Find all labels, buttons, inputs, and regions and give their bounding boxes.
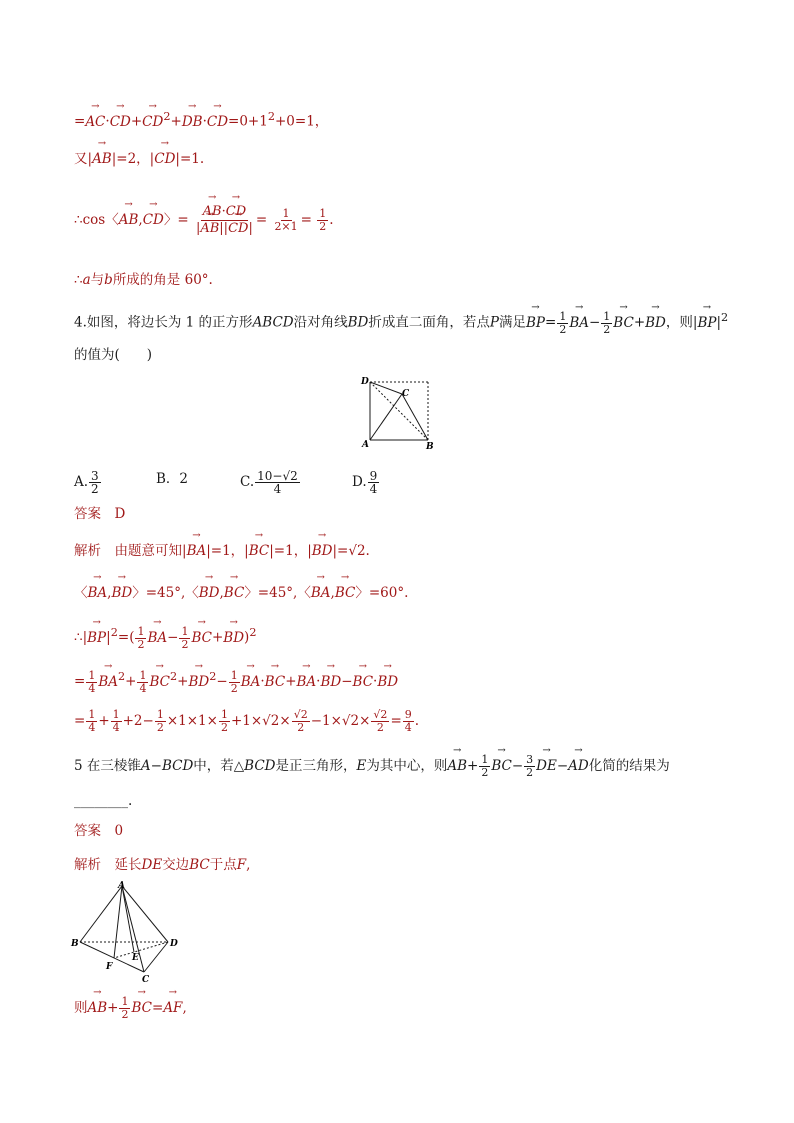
label-E: E xyxy=(132,953,139,963)
question-5: 5 在三棱锥A−BCD中，若△BCD是正三角形，E为其中心，则→ AB+ $\frac{1}{2}$ → BC− $\frac{3}{2}$ → DE−→ AD化简的结果为 xyxy=(74,754,670,779)
solution-4-d: = $\frac{1}{4}$ → $BA^2+$ $\frac{1}{4}$ → $BC^2+\to BD^2-$ $\frac{1}{2}$ → BA·→ BC+→ BA·→ BD−→ BC·→ BD xyxy=(74,668,398,695)
option-a[interactable]: A. $\frac{3}{2}$ xyxy=(74,469,99,496)
answer-4: 答案 D xyxy=(74,506,126,522)
question-4: 4.如图，将边长为 1 的正方形ABCD沿对角线BD折成直二面角，若点P满足→ BP= $\frac{1}{2}$ → BA− $\frac{1}{2}$ → BC+→ BD，则|→ $BP|^2$ xyxy=(74,309,728,336)
label-F: F xyxy=(106,962,113,972)
label-A: A xyxy=(118,881,125,891)
line-4: ∴a与b所成的角是 60°. xyxy=(74,272,213,288)
figure-tetrahedron xyxy=(70,880,186,986)
label-C: C xyxy=(402,389,410,399)
option-c[interactable]: C. $\frac{10-√2}{4}$ xyxy=(240,469,298,496)
label-D: D xyxy=(361,377,369,387)
answer-5: 答案 0 xyxy=(74,823,124,839)
figure-folded-square xyxy=(358,374,438,450)
label-B: B xyxy=(71,939,79,949)
question-5-blank[interactable]: ________. xyxy=(74,793,133,809)
line-3: ∴cos〈→ AB,→ CD〉= → $\frac{AB\cdot\to CD}{|\to AB||\to CD|}$ = $\frac{1}{2\times 1}$ = $\frac{1}{2}$ . xyxy=(74,204,334,237)
line-2: 又|→ AB|=2，|→ CD|=1. xyxy=(74,150,204,168)
solution-5-a: 解析 延长DE交边BC于点F, xyxy=(74,857,251,873)
solution-4-a: 解析 由题意可知|→ BA|=1，|→ BC|=1，|→ BD|=√2. xyxy=(74,542,370,560)
solution-4-b: 〈→ BA,→ BD〉=45°,〈→ BD,→ BC〉=45°,〈→ BA,→ BC〉=60°. xyxy=(74,584,408,602)
question-4-tail: 的值为( ) xyxy=(74,347,153,363)
line-1: =→ $AC\cdot\to CD+\to CD^2+\to DB\cdot\to CD=0+1^2+0=1$， xyxy=(74,108,328,131)
label-A: A xyxy=(362,440,369,450)
solution-4-c: ∴|→ $BP|^2=$( $\frac{1}{2}$ → BA− $\frac{1}{2}$ → BC+→ BD)$^2$ xyxy=(74,624,257,651)
solution-5-b: 则→ AB+ $\frac{1}{2}$ → BC=→ AF, xyxy=(74,996,187,1021)
label-C: C xyxy=(142,975,150,985)
option-b[interactable]: B．2 xyxy=(156,471,189,487)
solution-4-e: = $\frac{1}{4}$ + $\frac{1}{4}$ +2− $\frac{1}{2}$ ×1×1× $\frac{1}{2}$ +1×√2× $\frac{√2}{2}$ −1×√2× $\frac{√2}{2}$ = $\frac{9}{4}$ . xyxy=(74,708,420,734)
label-D: D xyxy=(170,939,178,949)
label-B: B xyxy=(426,442,434,450)
option-d[interactable]: D. $\frac{9}{4}$ xyxy=(352,469,378,496)
